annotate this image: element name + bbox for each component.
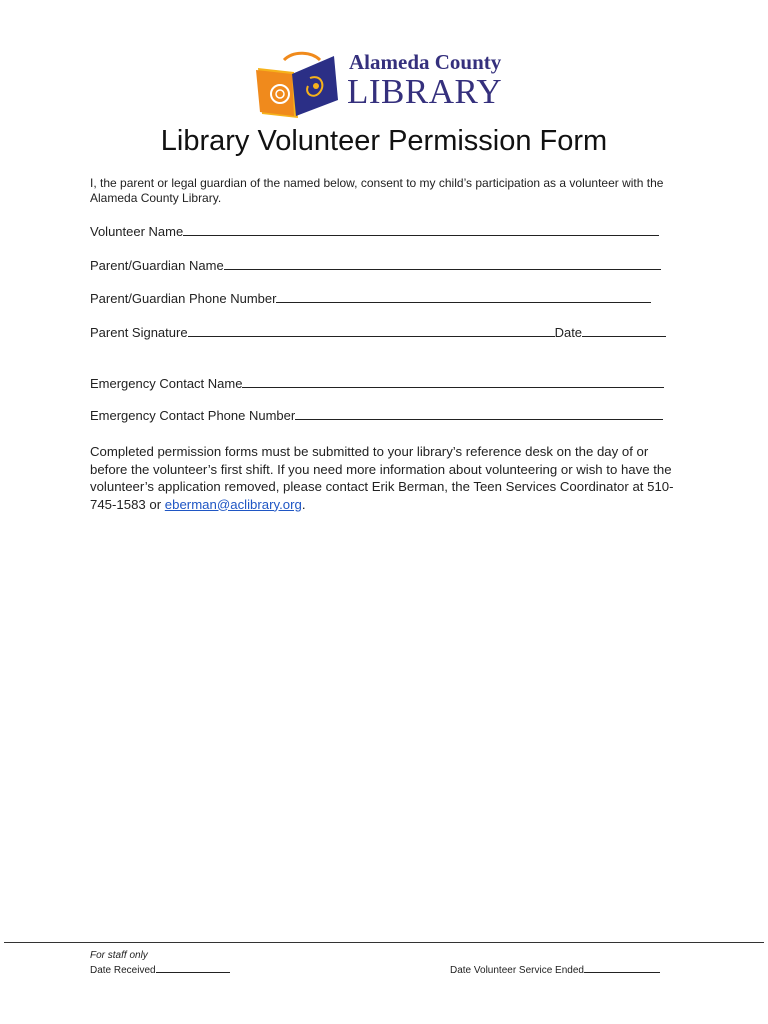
volunteer-name-label: Volunteer Name — [90, 224, 184, 239]
parent-phone-label: Parent/Guardian Phone Number — [90, 291, 277, 306]
service-ended-field[interactable] — [450, 963, 660, 976]
consent-statement: I, the parent or legal guardian of the named below, consent to my child’s participation as a volunteer with the Alameda County Library. — [90, 176, 664, 205]
contact-email-link[interactable]: eberman@aclibrary.org — [164, 496, 302, 512]
logo-text-bottom: LIBRARY — [347, 72, 503, 111]
parent-phone-field[interactable] — [90, 290, 651, 306]
emergency-phone-label: Emergency Contact Phone Number — [90, 408, 296, 423]
emergency-name-label: Emergency Contact Name — [90, 376, 243, 391]
submission-instructions — [90, 443, 686, 513]
alameda-county-library-logo — [254, 48, 516, 122]
instructions-end: . — [301, 496, 306, 512]
parent-signature-label: Parent Signature — [90, 325, 188, 340]
volunteer-name-field[interactable] — [90, 223, 659, 239]
staff-only-label: For staff only — [90, 950, 148, 961]
footer-divider — [4, 942, 764, 943]
service-ended-line[interactable] — [584, 963, 660, 973]
parent-name-label: Parent/Guardian Name — [90, 258, 224, 273]
logo-text-top: Alameda County — [349, 50, 502, 74]
parent-name-field[interactable] — [90, 257, 661, 273]
form-title: Library Volunteer Permission Form — [160, 125, 608, 157]
emergency-name-line[interactable] — [242, 375, 664, 388]
parent-signature-field[interactable] — [90, 324, 666, 340]
parent-name-line[interactable] — [224, 257, 661, 270]
volunteer-name-line[interactable] — [183, 223, 659, 236]
parent-phone-line[interactable] — [276, 290, 651, 303]
date-label: Date — [554, 325, 583, 340]
emergency-phone-line[interactable] — [295, 407, 663, 420]
date-received-line[interactable] — [156, 963, 230, 973]
service-ended-label: Date Volunteer Service Ended — [450, 965, 584, 976]
emergency-phone-field[interactable] — [90, 407, 663, 423]
date-received-label: Date Received — [90, 965, 156, 976]
date-line[interactable] — [582, 324, 666, 337]
date-received-field[interactable] — [90, 963, 230, 976]
instructions-text: Completed permission forms must be submitted to your library’s reference desk on the day of or before the volunteer’s first shift. If you need more information about volunteering or wish to have the volunteer’s application removed, please contact Erik Berman, the Teen Services Coordinator at 510-745-1583 or — [90, 444, 674, 512]
emergency-name-field[interactable] — [90, 375, 664, 391]
book-sun-icon — [254, 48, 346, 122]
parent-signature-line[interactable] — [188, 324, 555, 337]
